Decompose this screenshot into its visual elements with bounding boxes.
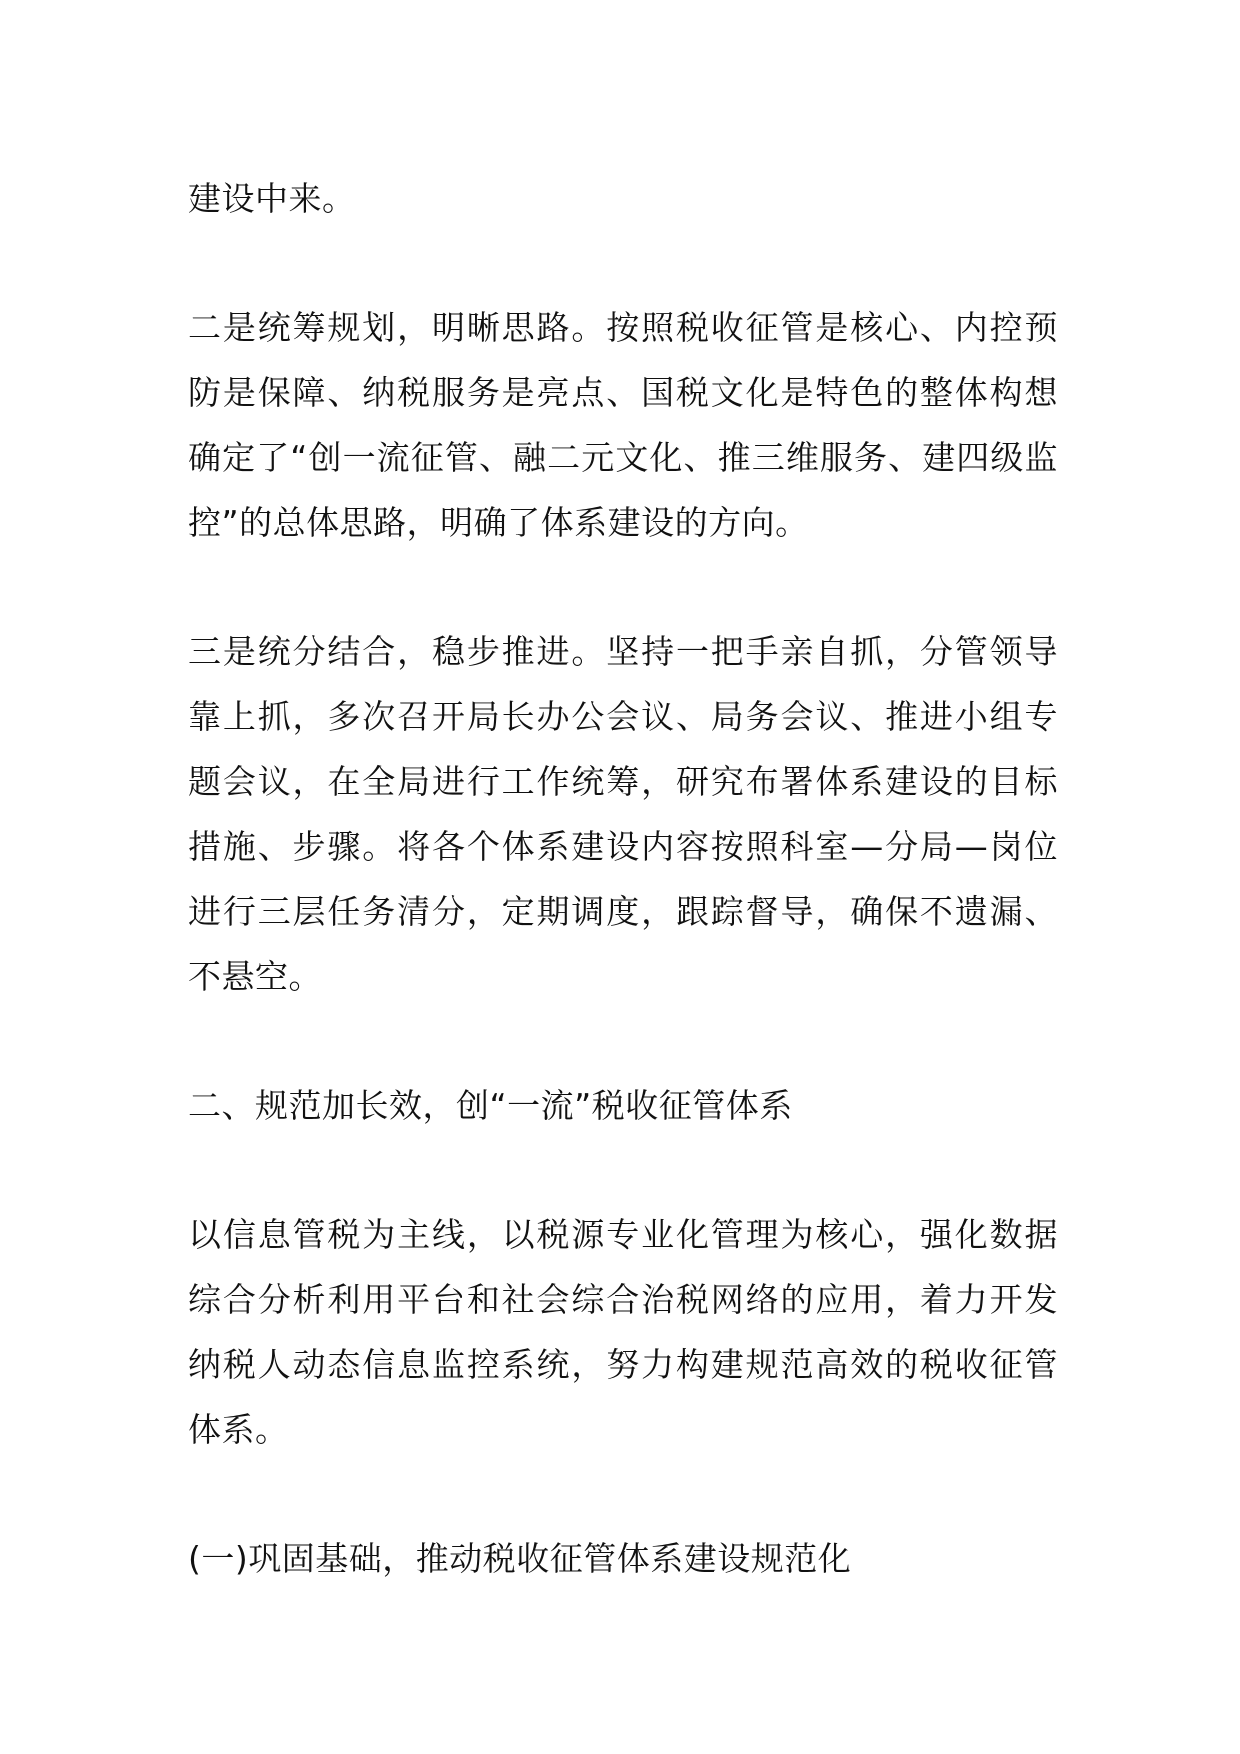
paragraph-gap [188,1138,1058,1202]
paragraph-gap [188,1462,1058,1526]
paragraph-gap [188,231,1058,295]
paragraph-gap [188,555,1058,619]
paragraph-gap [188,1009,1058,1073]
paragraph-intro: 以信息管税为主线，以税源专业化管理为核心，强化数据综合分析利用平台和社会综合治税网络的应用，着力开发纳税人动态信息监控系统，努力构建规范高效的税收征管体系。 [188,1215,1058,1449]
subsection-heading: (一)巩固基础，推动税收征管体系建设规范化 [188,1539,852,1578]
paragraph-coordination: 三是统分结合，稳步推进。坚持一把手亲自抓，分管领导靠上抓，多次召开局长办公会议、局务会议、推进小组专题会议，在全局进行工作统筹，研究布署体系建设的目标措施、步骤。将各个体系建设内容按照科室—分局—岗位进行三层任务清分，定期调度，跟踪督导，确保不遗漏、不悬空。 [188,632,1059,996]
section-heading: 二、规范加长效，创“一流”税收征管体系 [188,1086,793,1125]
paragraph-continuation: 建设中来。 [188,179,356,218]
document-body [188,166,1058,1591]
paragraph-planning: 二是统筹规划，明晰思路。按照税收征管是核心、内控预防是保障、纳税服务是亮点、国税文化是特色的整体构想确定了“创一流征管、融二元文化、推三维服务、建四级监控”的总体思路，明确了体系建设的方向。 [188,308,1058,542]
